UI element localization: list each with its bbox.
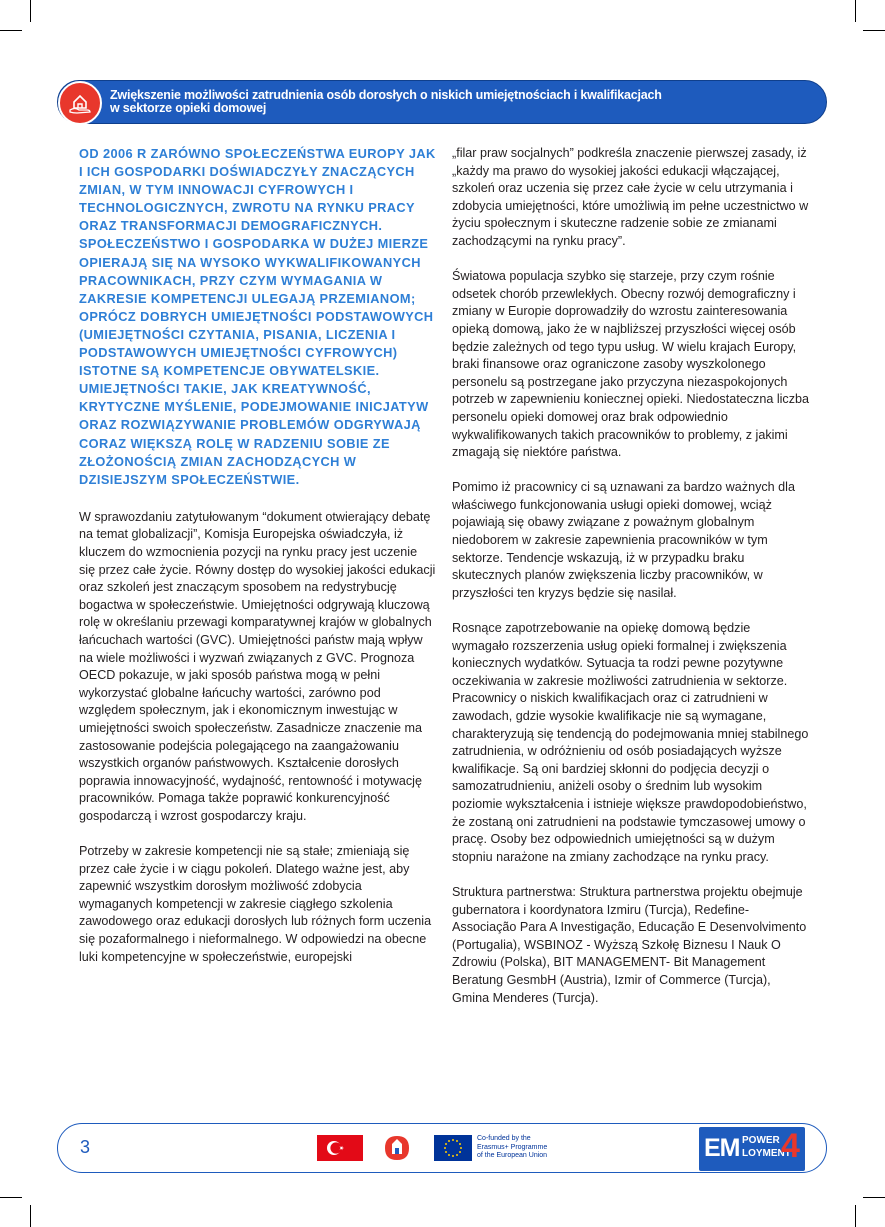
eu-text-line: Co-funded by the [477, 1135, 531, 1142]
crop-mark [855, 0, 856, 22]
eu-flag-icon [434, 1135, 472, 1161]
crop-mark [0, 30, 22, 31]
eu-text-line: Erasmus+ Programme [477, 1143, 548, 1151]
brand-power: POWER [742, 1135, 780, 1146]
body-paragraph: Światowa populacja szybko się starzeje, przy czym rośnie odsetek chorób przewlekłych. Obecny rozwój demograficzny i zmiany w Europie doprowadziły do wzrostu zainteresowania opieką domową, jako że w najbliższej przyszłości więcej osób będzie zależnych od tego typu usług. W wielu krajach Europy, braki finansowe oraz ograniczone zasoby wyszkolonego personelu są postrzegane jako przyczyna niezaspokojonych potrzeb w zapewnieniu koniecznej opieki. Niedostateczna liczba personelu opieki domowej oraz brak odpowiednio wykwalifikowanych takich pracowników to problemy, z jakimi zmagają się niektóre państwa. [452, 269, 810, 460]
right-column [452, 145, 810, 1025]
eu-text-line: of the European Union [477, 1152, 548, 1159]
crop-mark [0, 1197, 22, 1198]
body-paragraph: Rosnące zapotrzebowanie na opiekę domową będzie wymagało rozszerzenia usług opieki formalnej i zwiększenia koniecznych wydatków. Sytuacja ta rodzi pewne pozytywne oczekiwania w zakresie możliwości zatrudnienia w sektorze. Pracownicy o niskich kwalifikacjach oraz ci zatrudnieni w zawodach, gdzie wysokie kwalifikacje nie są wymagane, charakteryzują się tendencją do podejmowania mniej stabilnego zatrudnienia, w odróżnieniu od osób posiadających wyższe kwalifikacje. Są oni bardziej skłonni do podjęcia decyzji o samozatrudnieniu, aniżeli osoby o średnim lub wysokim poziomie wykształcenia i istnieje większe prawdopodobieństwo, że zostaną oni zatrudnieni na podstawie tymczasowej umowy o pracę. Osoby bez odpowiednich umiejętności są w dużym stopniu narażone na zmiany zachodzące na rynku pracy. [452, 621, 809, 864]
crop-mark [30, 1205, 31, 1227]
body-paragraph: Struktura partnerstwa: Struktura partnerstwa projektu obejmuje gubernatora i koordynatora Izmiru (Turcja), Redefine-Associação Para A Investigação, Educação E Desenvolvimento (Portugalia), WSBINOZ - Wyższą Szkołę Biznesu I Nauk O Zdrowiu (Polska), BIT MANAGEMENT- Bit Management Beratung GesmbH (Austria), Izmir of Commerce (Turcja), Gmina Menderes (Turcja). [452, 884, 807, 1005]
lead-paragraph: OD 2006 R ZARÓWNO SPOŁECZEŃSTWA EUROPY JAK I ICH GOSPODARKI DOŚWIADCZYŁY ZNACZĄCYCH ZMIAN, W TYM INNOWACJI CYFROWYCH I TECHNOLOGICZNYCH, ZWROTU NA RYNKU PRACY ORAZ TRANSFORMACJI DEMOGRAFICZNYCH. SPOŁECZEŃSTWO I GOSPODARKA W DUŻEJ MIERZE OPIERAJĄ SIĘ NA WYSOKO WYKWALIFIKOWANYCH PRACOWNIKACH, PRZY CZYM WYMAGANIA W ZAKRESIE KOMPETENCJI ULEGAJĄ PRZEMIANOM; OPRÓCZ DOBRYCH UMIEJĘTNOŚCI PODSTAWOWYCH (UMIEJĘTNOŚCI CZYTANIA, PISANIA, LICZENIA I PODSTAWOWYCH UMIEJĘTNOŚCI CYFROWYCH) ISTOTNE SĄ KOMPETENCJE OBYWATELSKIE. UMIEJĘTNOŚCI TAKIE, JAK KREATYWNOŚĆ, KRYTYCZNE MYŚLENIE, PODEJMOWANIE INICJATYW ORAZ ROZWIĄZYWANIE PROBLEMÓW ODGRYWAJĄ CORAZ WIĘKSZĄ ROLĘ W RADZENIU SOBIE ZE ZŁOŻONOŚCIĄ ZMIAN ZACHODZĄCYCH W DZISIEJSZYM SPOŁECZEŃSTWIE. [79, 146, 436, 487]
body-paragraph: „filar praw socjalnych” podkreśla znaczenie pierwszej zasady, iż „każdy ma prawo do wysokiej jakości edukacji włączającej, szkoleń oraz uczenia się przez całe życie w celu utrzymania i zdobycia umiejętności, które umożliwią im pełne uczestnictwo w życiu społecznym i skuteczne radzenie sobie ze zmianami zachodzącymi na rynku pracy”. [452, 146, 809, 248]
left-column [79, 145, 436, 984]
crop-mark [863, 30, 885, 31]
partner-logo-icon [371, 1132, 423, 1164]
eu-funding-text [477, 1135, 587, 1161]
turkey-flag-icon [317, 1135, 363, 1161]
body-paragraph: Potrzeby w zakresie kompetencji nie są stałe; zmieniają się przez całe życie i w ciągu pokoleń. Dlatego ważne jest, aby zapewnić wszystkim dorosłym możliwość zdobycia wymaganych kompetencji w zakresie ciągłego szkolenia zawodowego oraz edukacji dorosłych lub różnych form uczenia się pozaformalnego i nieformalnego. W odpowiedzi na obecne luki kompetencyjne w społeczeństwie, europejski [79, 844, 432, 964]
brand-four: 4 [781, 1127, 800, 1165]
footer-bar [57, 1123, 827, 1173]
body-paragraph: W sprawozdaniu zatytułowanym “dokument otwierający debatę na temat globalizacji”, Komisja Europejska oświadczyła, iż kluczem do wzmocnienia pozycji na rynku pracy jest uczenie się przez całe życie. Równy dostęp do wysokiej jakości edukacji oraz szkoleń jest znaczącym sposobem na redystrybucję bogactwa w społeczeństwie. Umiejętności odgrywają kluczową rolę w określaniu przewagi komparatywnej krajów w globalnych łańcuchach wartości (GVC). Umiejętności państw mają wpływ na wiele możliwości i wyzwań związanych z GVC. Prognoza OECD pokazuje, w jaki sposób państwa mogą w pełni wykorzystać globalne łańcuchy wartości, zarówno pod względem społecznym, jak i ekonomicznym inwestując w umiejętności swoich społeczeństw. Zasadnicze znaczenie ma zastosowanie podejścia polegającego na zaangażowaniu wszystkich organów państwowych. Kształcenie dorosłych poprawia innowacyjność, wydajność, rentowność i motywację pracowników. Pomaga także poprawić konkurencyjność gospodarczą i wzrost gospodarczy kraju. [79, 509, 436, 823]
body-paragraph: Pomimo iż pracownicy ci są uznawani za bardzo ważnych dla właściwego funkcjonowania usługi opieki domowej, wciąż pojawiają się obawy związane z poważnym globalnym niedoborem w zakresie zapewnienia pracowników w tym sektorze. Tendencje wskazują, iż w przypadku braku skutecznych planów zwiększenia liczby pracowników, w przyszłości ten kryzys będzie się nasilał. [452, 480, 795, 600]
brand-em: EM [704, 1134, 740, 1162]
page-title: Zwiększenie możliwości zatrudnienia osób dorosłych o niskich umiejętnościach i kwalifikacjach w sektorze opieki domowej [110, 88, 662, 115]
brand-loyment: LOYMENT [742, 1148, 791, 1159]
header-banner [57, 80, 827, 124]
crop-mark [30, 0, 31, 22]
empowerment-logo [699, 1127, 805, 1171]
crop-mark [863, 1197, 885, 1198]
page-number: 3 [80, 1137, 91, 1157]
crop-mark [855, 1205, 856, 1227]
hand-house-icon [58, 81, 102, 125]
